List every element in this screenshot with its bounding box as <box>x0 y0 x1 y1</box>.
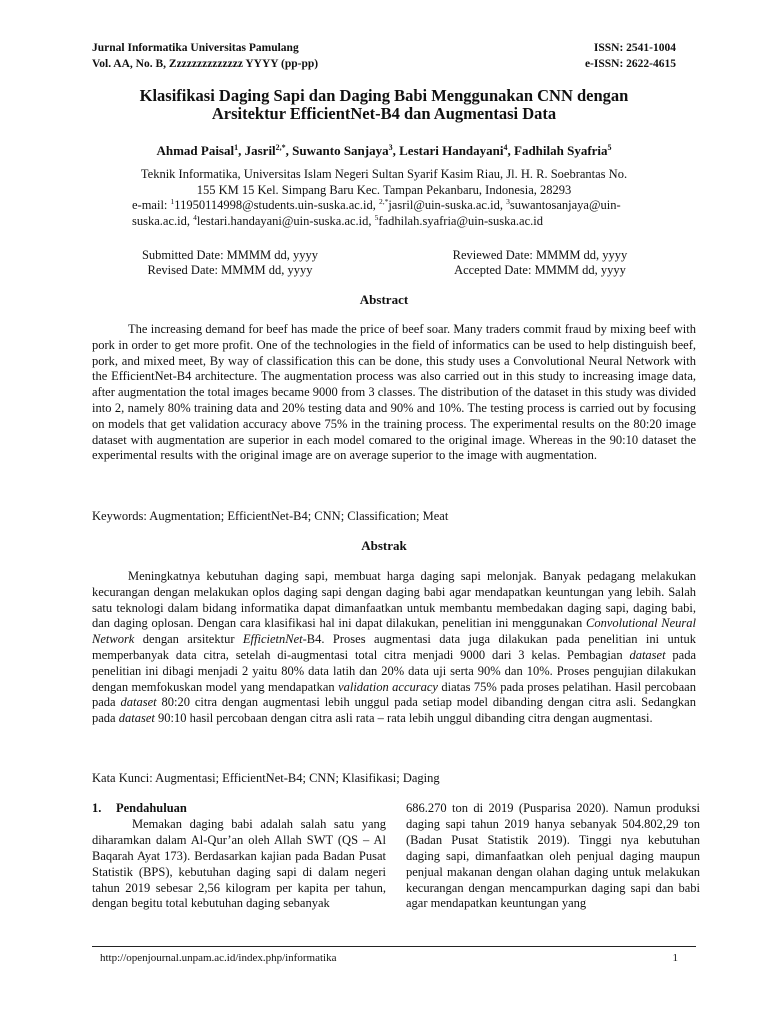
email-mark: 4 <box>193 212 197 222</box>
author <box>514 143 612 158</box>
email-mark: 5 <box>374 212 379 222</box>
intro-left-column <box>92 801 386 912</box>
reviewed-date: Reviewed Date: MMMM dd, yyyy <box>452 248 628 262</box>
journal-volume: Vol. AA, No. B, Zzzzzzzzzzzzzz YYYY (pp-pp) <box>92 58 319 70</box>
abstrak-part: pada penelitian ini dibagi menjadi 2 yaitu 80% data latih dan 20% data uji serta 90% dan 10%. Proses pengujian dilakukan dengan memfokuskan model yang mendapatkan <box>92 647 696 694</box>
email-mark: 2,* <box>378 197 389 206</box>
author-affil-mark: 1 <box>234 143 239 152</box>
author-separator: , <box>285 143 293 158</box>
abstract-heading: Abstract <box>359 292 409 307</box>
page-number: 1 <box>672 952 678 964</box>
dates-left <box>120 248 340 278</box>
section-title: Pendahuluan <box>116 801 187 815</box>
intro-right-text: 686.270 ton di 2019 (Pusparisa 2020). Namun produksi daging sapi tahun 2019 hanya sebanyak 504.802,29 ton (Badan Pusat Statistik 2019). Tinggi nya kebutuhan daging sapi, dimanfaatkan oleh penjual daging maupun penjual makanan dengan olahan daging untuk melakukan kecurangan dengan mencampurkan daging sapi dan babi agar mendapatkan keuntungan yang <box>406 801 700 911</box>
journal-name: Jurnal Informatika Universitas Pamulang <box>92 42 299 54</box>
author <box>156 143 244 158</box>
affiliation <box>92 167 676 229</box>
abstrak-italic: dataset <box>629 647 666 662</box>
intro-left-text: Memakan daging babi adalah salah satu yang diharamkan dalam Al-Qur’an oleh Allah SWT (QS – Al Baqarah Ayat 173). Berdasarkan kajian pada Badan Pusat Statistik (BPS), kebutuhan daging sapi di dalam negeri tahun 2019 sebesar 2,56 kilogram per kapita per tahun, dengan begitu total kebutuhan daging sebanyak <box>92 816 386 911</box>
author-name: Jasril <box>244 143 276 158</box>
footer-url[interactable]: http://openjournal.unpam.ac.id/index.php/informatika <box>100 952 337 964</box>
author-separator: , <box>238 143 245 158</box>
email-mark: 1 <box>170 197 175 206</box>
email-1[interactable]: 11950114998@students.uin-suska.ac.id, <box>174 198 379 212</box>
email-line-1 <box>92 198 676 214</box>
abstrak-part: dengan arsitektur <box>134 632 243 647</box>
author-affil-mark: 5 <box>607 143 612 152</box>
abstrak-italic: dataset <box>118 711 155 726</box>
affiliation-line-2: 155 KM 15 Kel. Simpang Baru Kec. Tampan Pekanbaru, Indonesia, 28293 <box>196 182 572 197</box>
author-separator: , <box>507 143 514 158</box>
accepted-date: Accepted Date: MMMM dd, yyyy <box>454 263 626 277</box>
author <box>399 143 514 158</box>
author-name: Lestari Handayani <box>399 143 504 158</box>
paper-title <box>92 87 676 123</box>
author <box>245 143 293 158</box>
abstrak-part: diatas 75% pada proses pelatihan. Hasil percobaan pada <box>92 679 696 710</box>
abstrak-italic: EfficietnNet <box>242 632 303 647</box>
section-number: 1. <box>92 801 102 815</box>
abstrak-heading: Abstrak <box>361 538 407 553</box>
author-name: Ahmad Paisal <box>156 143 235 158</box>
author-separator: , <box>392 143 400 158</box>
author-name: Fadhilah Syafria <box>514 143 608 158</box>
author-affil-mark: 3 <box>388 143 393 152</box>
abstrak-part: Meningkatnya kebutuhan daging sapi, membuat harga daging sapi melonjak. Banyak pedagang melakukan kecurangan dengan melakukan oplos daging sapi dengan daging babi agar mendapatkan keuntungan yang lebih. Salah satu teknologi dalam bidang informatika dapat dimanfaatkan untuk membantu membedakan daging sapi, daging babi, dan daging oplosan. Dengan cara klasifikasi hal ini dapat dilakukan, penelitian ini menggunakan <box>92 569 696 631</box>
author-affil-mark: 2,* <box>275 143 286 152</box>
abstrak-italic: Convolutional Neural Network <box>92 616 696 647</box>
journal-header-left <box>92 40 318 72</box>
journal-header-right <box>585 40 676 72</box>
abstrak-italic: validation accuracy <box>338 679 438 694</box>
author-list <box>92 143 676 159</box>
submitted-date: Submitted Date: MMMM dd, yyyy <box>141 248 319 262</box>
email-3-cont[interactable]: suska.ac.id, <box>132 213 194 228</box>
affiliation-line-1: Teknik Informatika, Universitas Islam Negeri Sultan Syarif Kasim Riau, Jl. H. R. Soebrantas No. <box>140 167 628 181</box>
author-name: Suwanto Sanjaya <box>292 143 389 158</box>
revised-date: Revised Date: MMMM dd, yyyy <box>147 263 313 277</box>
author-affil-mark: 4 <box>503 143 508 152</box>
e-issn: e-ISSN: 2622-4615 <box>584 58 676 70</box>
title-line-2: Arsitektur EfficientNet-B4 dan Augmentasi Data <box>211 104 557 123</box>
abstrak-italic: dataset <box>120 695 157 710</box>
abstract-text: The increasing demand for beef has made the price of beef soar. Many traders commit fraud by mixing beef with pork in order to get more profit. One of the technologies in the field of informatics can be used to help distinguish beef, pork, and mixed meet, By way of classification this can be done, this study uses a Convolutional Neural Network with the EfficientNet-B4 architecture. The augmentation process was also carried out in this study to increasing image data, after augmentation the total images became 9000 from 3 classes. The distribution of the dataset in this study was divided into 2, namely 80% training data and 20% testing data and 90% and 10%. The testing process is carried out by focusing on models that get validation accuracy above 75% in the training process. The experimental results on the 80:20 image dataset with augmentation are superior in each model comared to the original image. Whereas in the 90:10 dataset the experimental results with the original image are on average superior to the image with augmentation. <box>92 322 696 463</box>
dates-right <box>430 248 650 278</box>
email-3[interactable]: suwantosanjaya@uin- <box>509 198 621 212</box>
email-5[interactable]: fadhilah.syafria@uin-suska.ac.id <box>378 213 543 228</box>
footer-rule <box>92 946 696 947</box>
email-4[interactable]: lestari.handayani@uin-suska.ac.id, <box>196 213 375 228</box>
email-2[interactable]: jasril@uin-suska.ac.id, <box>388 198 507 212</box>
kata-kunci: Kata Kunci: Augmentasi; EfficientNet-B4; CNN; Klasifikasi; Daging <box>92 771 440 785</box>
author <box>292 143 399 158</box>
abstrak-part: -B4. Proses augmentasi data juga dilakukan pada penelitian ini untuk memperbanyak data citra, setelah di-augmentasi total citra menjadi 9000 dari 3 kelas. Pembagian <box>92 632 696 662</box>
email-mark: 3 <box>506 197 510 206</box>
abstrak-part: 80:20 citra dengan augmentasi lebih unggul pada setiap model dibanding dengan citra asli. Sedangkan pada <box>92 695 696 726</box>
abstrak-part: 90:10 hasil percobaan dengan citra asli rata – rata lebih unggul dibanding citra dengan augmentasi. <box>154 711 653 726</box>
abstrak-text <box>92 569 696 727</box>
email-prefix: e-mail: <box>132 198 171 212</box>
issn: ISSN: 2541-1004 <box>593 42 676 54</box>
intro-heading <box>92 801 386 817</box>
email-line-2 <box>92 214 676 230</box>
title-line-1: Klasifikasi Daging Sapi dan Daging Babi Menggunakan CNN dengan <box>139 86 629 105</box>
keywords: Keywords: Augmentation; EfficientNet-B4; CNN; Classification; Meat <box>92 509 449 523</box>
